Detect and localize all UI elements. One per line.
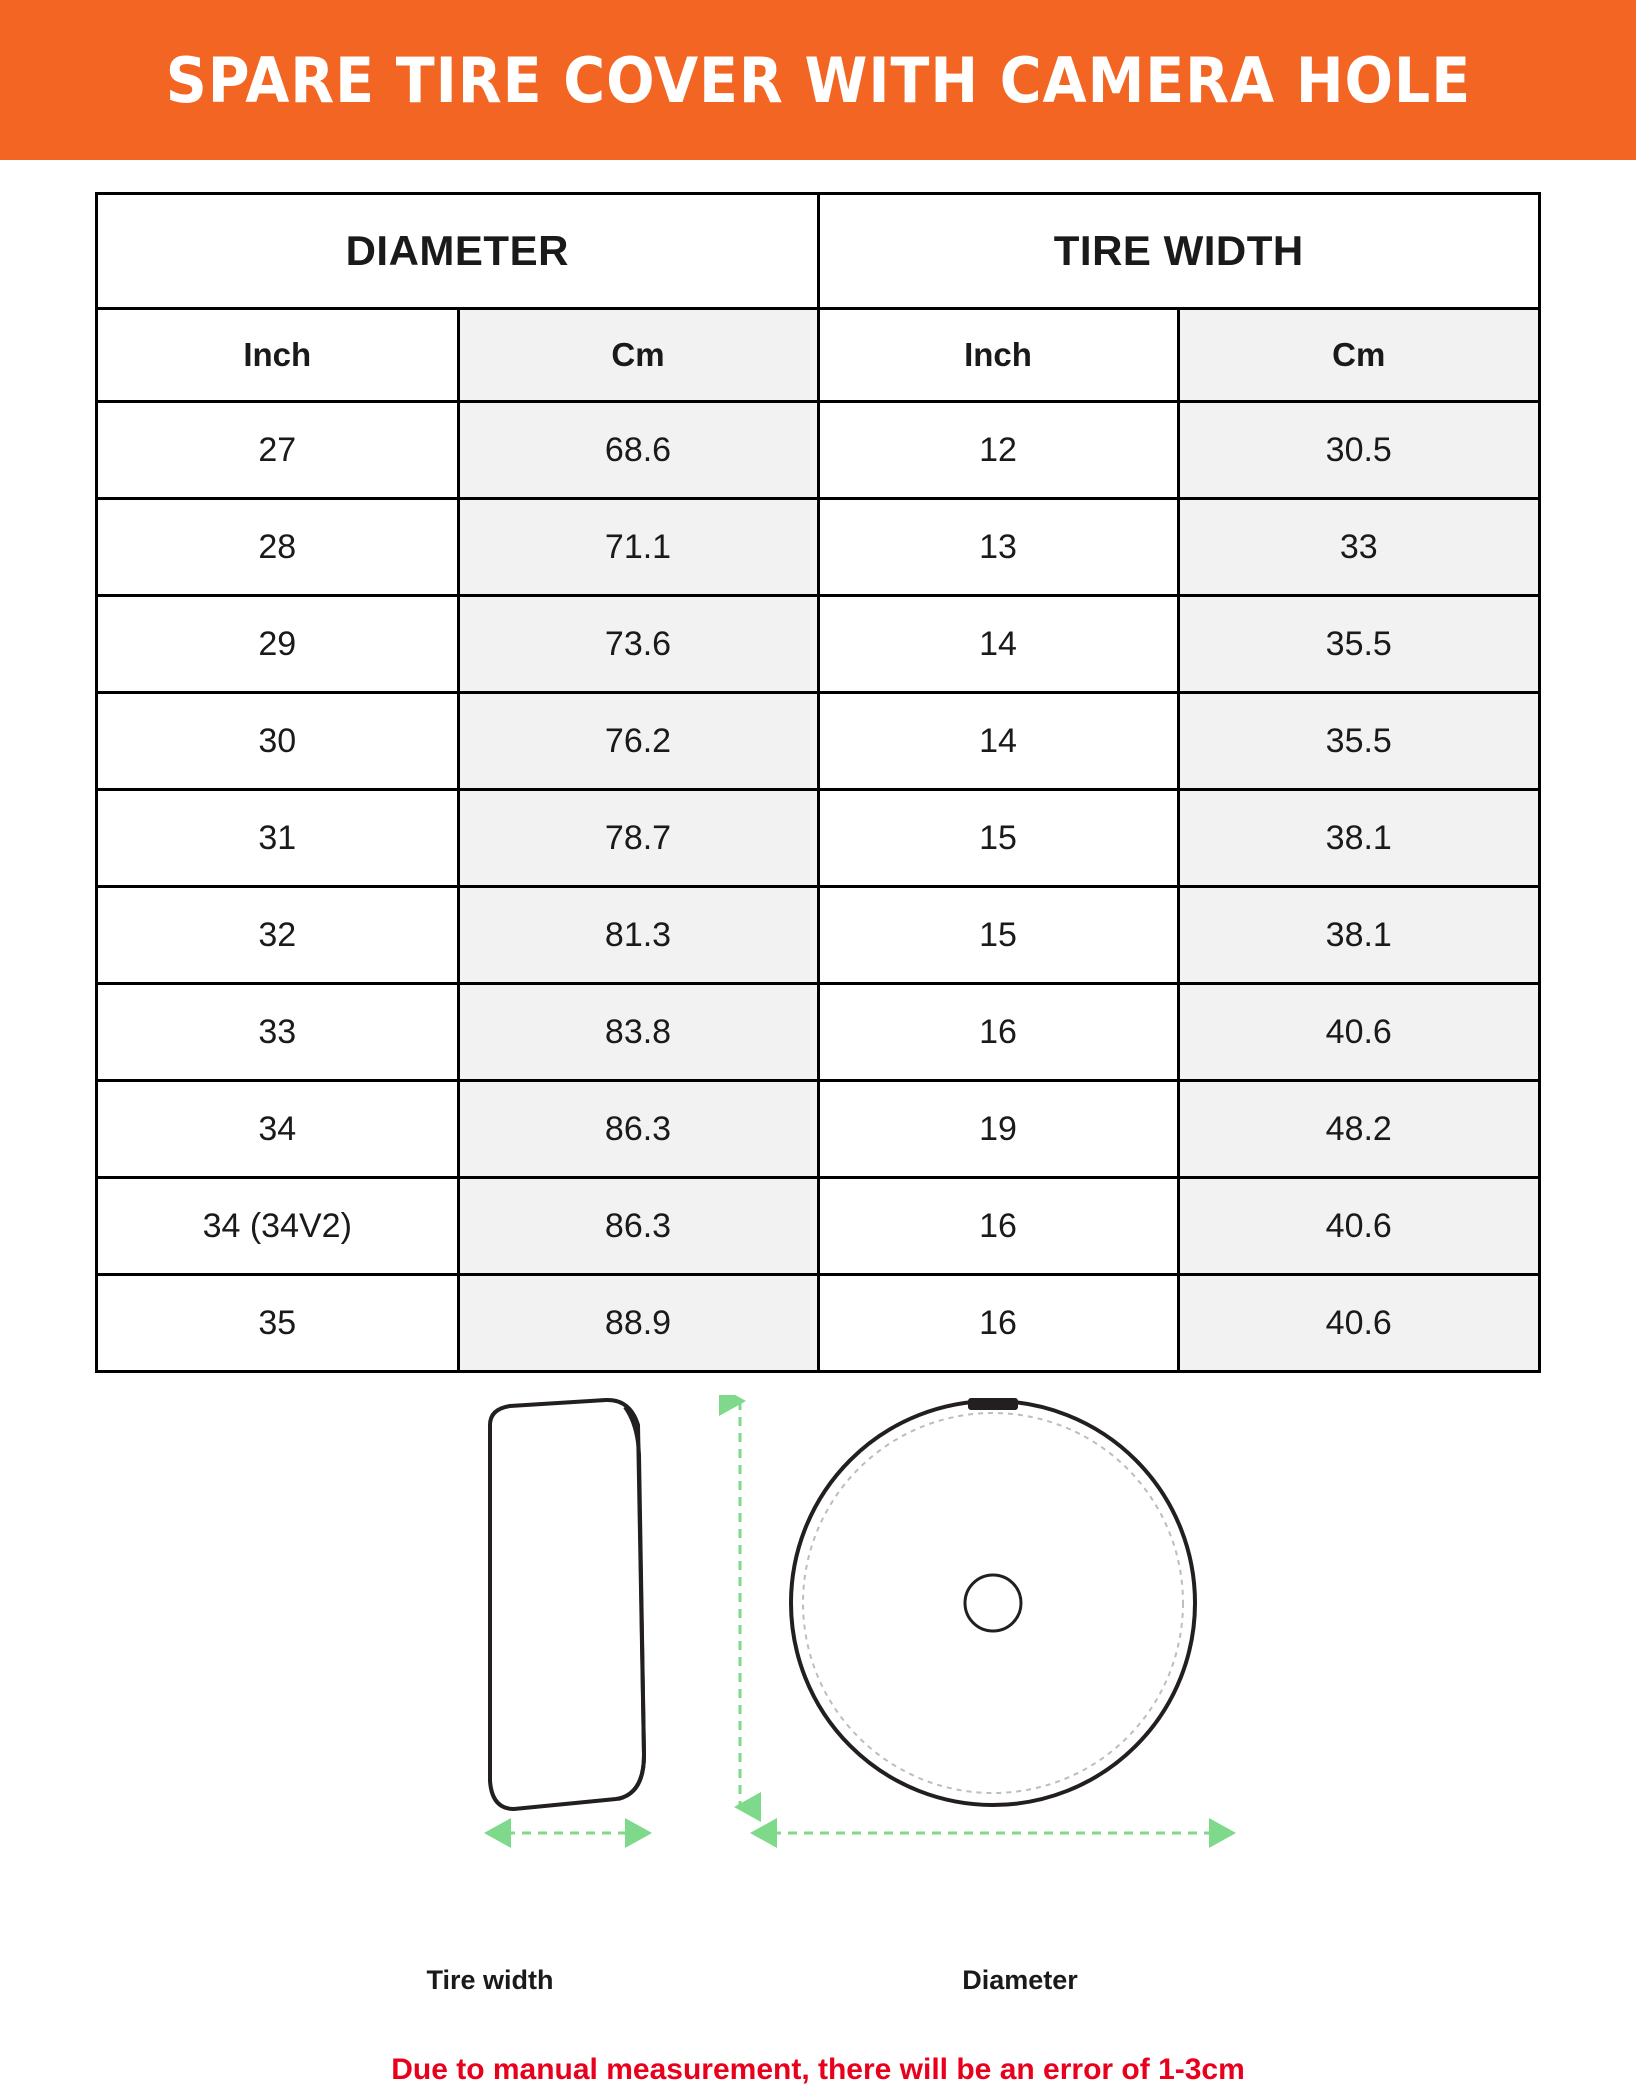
cell-diameter-inch: 27 [98,402,458,499]
cell-width-inch: 12 [818,402,1178,499]
group-header-diameter: DIAMETER [98,195,818,309]
table-row [98,1081,1538,1178]
cell-diameter-cm: 86.3 [458,1178,818,1275]
front-view-illustration [791,1398,1195,1805]
cell-width-inch: 19 [818,1081,1178,1178]
diameter-label: Diameter [962,1965,1078,1995]
camera-slot [968,1398,1018,1410]
cell-diameter-cm: 71.1 [458,499,818,596]
table-row [98,693,1538,790]
cell-width-inch: 14 [818,596,1178,693]
cell-width-cm: 40.6 [1178,1178,1538,1275]
diagram-svg [138,1395,1498,1995]
sub-header-width-inch: Inch [818,309,1178,402]
cell-width-inch: 13 [818,499,1178,596]
sub-header-width-cm: Cm [1178,309,1538,402]
table-row [98,402,1538,499]
table-row [98,499,1538,596]
cell-diameter-inch: 32 [98,887,458,984]
cell-width-inch: 16 [818,1178,1178,1275]
table-row [98,1275,1538,1371]
cell-width-cm: 40.6 [1178,984,1538,1081]
table-sub-header-row [98,309,1538,402]
size-chart-table-wrapper [95,192,1541,1373]
table-group-header-row [98,195,1538,309]
cell-width-cm: 40.6 [1178,1275,1538,1371]
cell-diameter-cm: 86.3 [458,1081,818,1178]
table-row [98,596,1538,693]
cell-width-inch: 15 [818,887,1178,984]
table-row [98,790,1538,887]
header-banner [0,0,1636,160]
table-row [98,887,1538,984]
side-view-illustration [490,1400,644,1809]
cell-diameter-cm: 88.9 [458,1275,818,1371]
cell-width-cm: 38.1 [1178,887,1538,984]
cell-diameter-cm: 83.8 [458,984,818,1081]
cell-diameter-inch: 29 [98,596,458,693]
cell-diameter-inch: 35 [98,1275,458,1371]
page-title: SPARE TIRE COVER WITH CAMERA HOLE [165,43,1471,117]
cell-width-cm: 35.5 [1178,596,1538,693]
cell-diameter-inch: 34 (34V2) [98,1178,458,1275]
cell-width-inch: 15 [818,790,1178,887]
cell-diameter-cm: 73.6 [458,596,818,693]
cell-width-cm: 30.5 [1178,402,1538,499]
cell-width-cm: 38.1 [1178,790,1538,887]
cell-width-cm: 33 [1178,499,1538,596]
cell-diameter-inch: 31 [98,790,458,887]
cell-width-inch: 16 [818,1275,1178,1371]
cell-diameter-inch: 30 [98,693,458,790]
cell-diameter-cm: 81.3 [458,887,818,984]
cell-diameter-inch: 33 [98,984,458,1081]
cell-width-cm: 35.5 [1178,693,1538,790]
cell-width-cm: 48.2 [1178,1081,1538,1178]
sub-header-diameter-inch: Inch [98,309,458,402]
tire-width-label: Tire width [426,1965,554,1995]
sub-header-diameter-cm: Cm [458,309,818,402]
size-chart-table [98,195,1538,1370]
table-row [98,984,1538,1081]
cell-diameter-cm: 68.6 [458,402,818,499]
cell-width-inch: 16 [818,984,1178,1081]
product-diagram [0,1395,1636,2035]
cell-diameter-inch: 28 [98,499,458,596]
cell-diameter-cm: 76.2 [458,693,818,790]
group-header-tire-width: TIRE WIDTH [818,195,1538,309]
measurement-disclaimer: Due to manual measurement, there will be an error of 1-3cm [391,2053,1245,2086]
camera-hole [965,1575,1021,1631]
cell-diameter-cm: 78.7 [458,790,818,887]
table-row [98,1178,1538,1275]
cell-width-inch: 14 [818,693,1178,790]
cell-diameter-inch: 34 [98,1081,458,1178]
